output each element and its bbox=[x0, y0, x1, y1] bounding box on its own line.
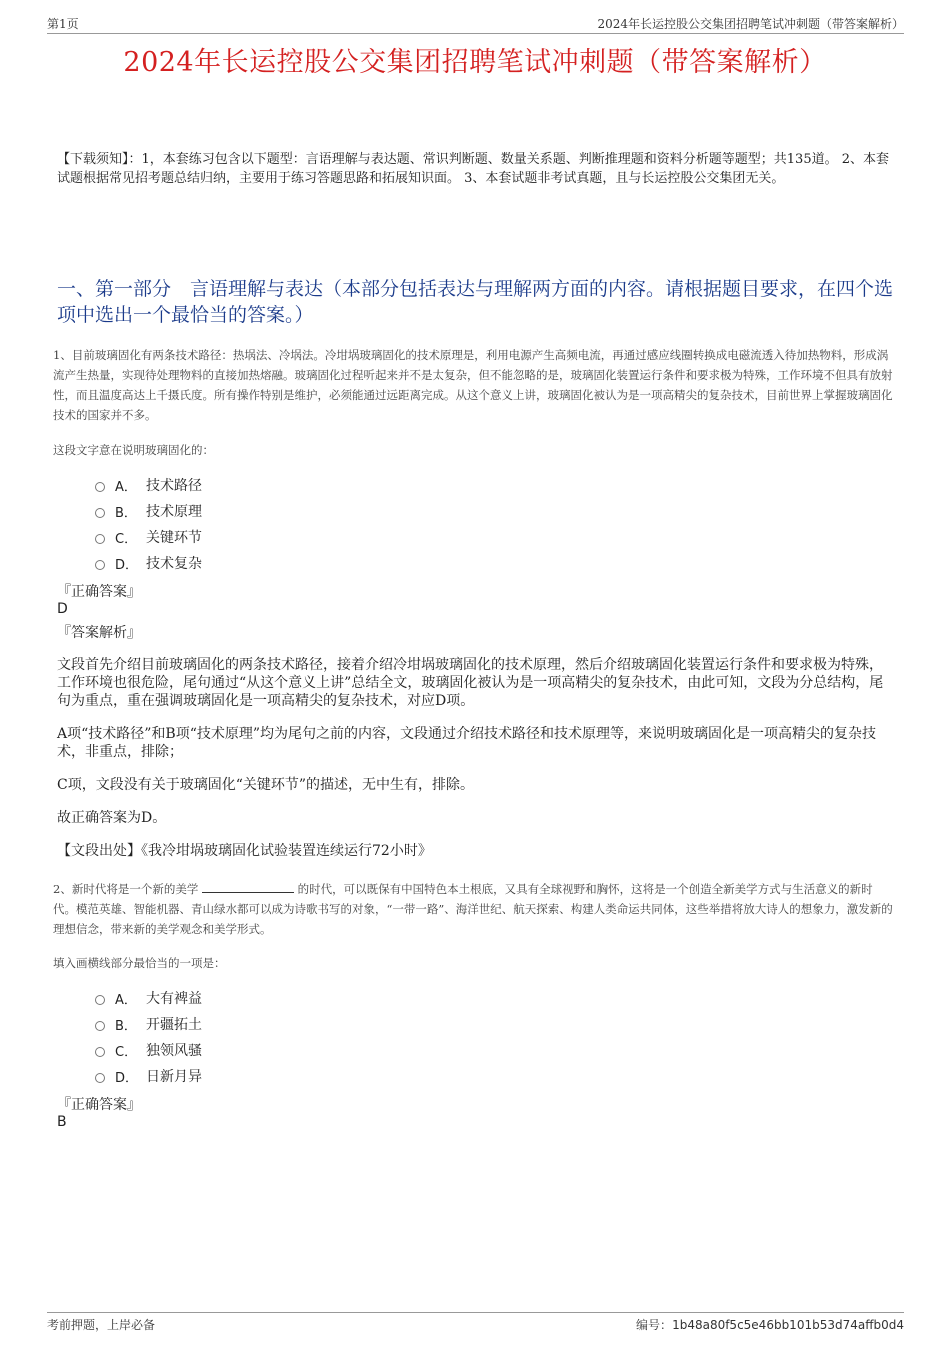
radio-icon[interactable] bbox=[95, 995, 105, 1005]
question-2-text bbox=[53, 879, 893, 939]
option-text: 技术复杂 bbox=[146, 556, 202, 572]
download-notice: 【下载须知】：1，本套练习包含以下题型：言语理解与表达题、常识判断题、数量关系题、判断推理题和资料分析题等题型；共135道。 2、本套试题根据常见招考题总结归纳，主要用于练习答题思路和拓展知识面。 3、本套试题非考试真题，且与长运控股公交集团无关。 bbox=[57, 152, 889, 186]
question-1-text: 1、目前玻璃固化有两条技术路径：热埚法、冷埚法。冷坩埚玻璃固化的技术原理是，利用电源产生高频电流，再通过感应线圈转换成电磁流透入待加热物料，形成涡流产生热量，实现待处理物料的直接加热熔融。玻璃固化过程听起来并不是太复杂，但不能忽略的是，玻璃固化装置运行条件和要求极为特殊，工作环境不但具有放射性，而且温度高达上千摄氏度。所有操作特别是维护，必须能通过远距离完成。从这个意义上讲，玻璃固化被认为是一项高精尖的复杂技术，目前世界上掌握玻璃固化技术的国家并不多。 bbox=[53, 348, 893, 422]
option-b[interactable] bbox=[95, 498, 202, 524]
question-2-text-before: 2、新时代将是一个新的美学 bbox=[53, 882, 199, 896]
option-letter: D． bbox=[115, 1070, 139, 1086]
radio-icon[interactable] bbox=[95, 534, 105, 544]
question-1-options bbox=[95, 472, 202, 576]
answer-label: 『正确答案』 bbox=[57, 1097, 141, 1113]
analysis-paragraph: A项“技术路径”和B项“技术原理”均为尾句之前的内容，文段通过介绍技术路径和技术原理等，来说明玻璃固化是一项高精尖的复杂技术，非重点，排除； bbox=[57, 726, 877, 760]
option-c[interactable] bbox=[95, 1037, 202, 1063]
option-text: 技术路径 bbox=[146, 478, 202, 494]
option-c[interactable] bbox=[95, 524, 202, 550]
source-note: 【文段出处】《我冷坩埚玻璃固化试验装置连续运行72小时》 bbox=[57, 843, 432, 859]
option-letter: A． bbox=[115, 992, 137, 1008]
page-header bbox=[47, 13, 904, 34]
page-number: 第1页 bbox=[47, 17, 79, 31]
radio-icon[interactable] bbox=[95, 1073, 105, 1083]
document-code bbox=[636, 1316, 904, 1333]
footer-slogan: 考前押题，上岸必备 bbox=[47, 1318, 156, 1332]
question-2-prompt: 填入画横线部分最恰当的一项是： bbox=[53, 956, 226, 970]
radio-icon[interactable] bbox=[95, 560, 105, 570]
analysis-paragraph: 文段首先介绍目前玻璃固化的两条技术路径，接着介绍冷坩埚玻璃固化的技术原理，然后介绍玻璃固化装置运行条件和要求极为特殊，工作环境也很危险，尾句通过“从这个意义上讲”总结全文，玻璃固化被认为是一项高精尖的复杂技术，由此可知，文段为分总结构，尾句为重点，重在强调玻璃固化是一项高精尖的复杂技术，对应D项。 bbox=[57, 657, 884, 709]
radio-icon[interactable] bbox=[95, 482, 105, 492]
header-doc-title: 2024年长运控股公交集团招聘笔试冲刺题（带答案解析） bbox=[597, 17, 904, 31]
document-title: 2024年长运控股公交集团招聘笔试冲刺题（带答案解析） bbox=[123, 47, 827, 78]
page-footer bbox=[47, 1312, 904, 1334]
code-value: 1b48a80f5c5e46bb101b53d74affb0d4 bbox=[672, 1318, 904, 1332]
question-2-options bbox=[95, 985, 202, 1089]
radio-icon[interactable] bbox=[95, 1047, 105, 1057]
option-d[interactable] bbox=[95, 1063, 202, 1089]
option-letter: B． bbox=[115, 1018, 137, 1034]
option-letter: B． bbox=[115, 505, 137, 521]
option-letter: A． bbox=[115, 479, 137, 495]
radio-icon[interactable] bbox=[95, 1021, 105, 1031]
option-b[interactable] bbox=[95, 1011, 202, 1037]
option-text: 日新月异 bbox=[146, 1069, 202, 1085]
option-a[interactable] bbox=[95, 985, 202, 1011]
radio-icon[interactable] bbox=[95, 508, 105, 518]
option-letter: C． bbox=[115, 531, 138, 547]
answer-value: B bbox=[57, 1114, 67, 1130]
question-1-prompt: 这段文字意在说明玻璃固化的： bbox=[53, 443, 214, 457]
option-a[interactable] bbox=[95, 472, 202, 498]
answer-value: D bbox=[57, 601, 68, 617]
option-d[interactable] bbox=[95, 550, 202, 576]
option-text: 关键环节 bbox=[146, 530, 202, 546]
fill-blank bbox=[202, 881, 294, 893]
section-heading: 一、第一部分 言语理解与表达（本部分包括表达与理解两方面的内容。请根据题目要求，在四个选项中选出一个最恰当的答案。） bbox=[57, 278, 894, 326]
question-2-text-after: 的时代，可以既保有中国特色本土根底，又具有全球视野和胸怀，这将是一个创造全新美学方式与生活意义的新时代。模范英雄、智能机器、青山绿水都可以成为诗歌书写的对象，“一带一路”、海洋世纪、航天探索、构建人类命运共同体，这些举措将放大诗人的想象力，激发新的理想信念，带来新的美学观念和美学形式。 bbox=[53, 882, 893, 936]
analysis-paragraph: 故正确答案为D。 bbox=[57, 810, 167, 826]
option-letter: C． bbox=[115, 1044, 138, 1060]
option-text: 独领风骚 bbox=[146, 1043, 202, 1059]
analysis-label: 『答案解析』 bbox=[57, 625, 141, 641]
answer-label: 『正确答案』 bbox=[57, 584, 141, 600]
option-text: 开疆拓土 bbox=[146, 1017, 202, 1033]
code-label: 编号： bbox=[636, 1318, 673, 1332]
analysis-paragraph: C项，文段没有关于玻璃固化“关键环节”的描述，无中生有，排除。 bbox=[57, 777, 475, 793]
option-text: 大有裨益 bbox=[146, 991, 202, 1007]
analysis-body bbox=[57, 656, 887, 875]
option-text: 技术原理 bbox=[146, 504, 202, 520]
option-letter: D． bbox=[115, 557, 139, 573]
